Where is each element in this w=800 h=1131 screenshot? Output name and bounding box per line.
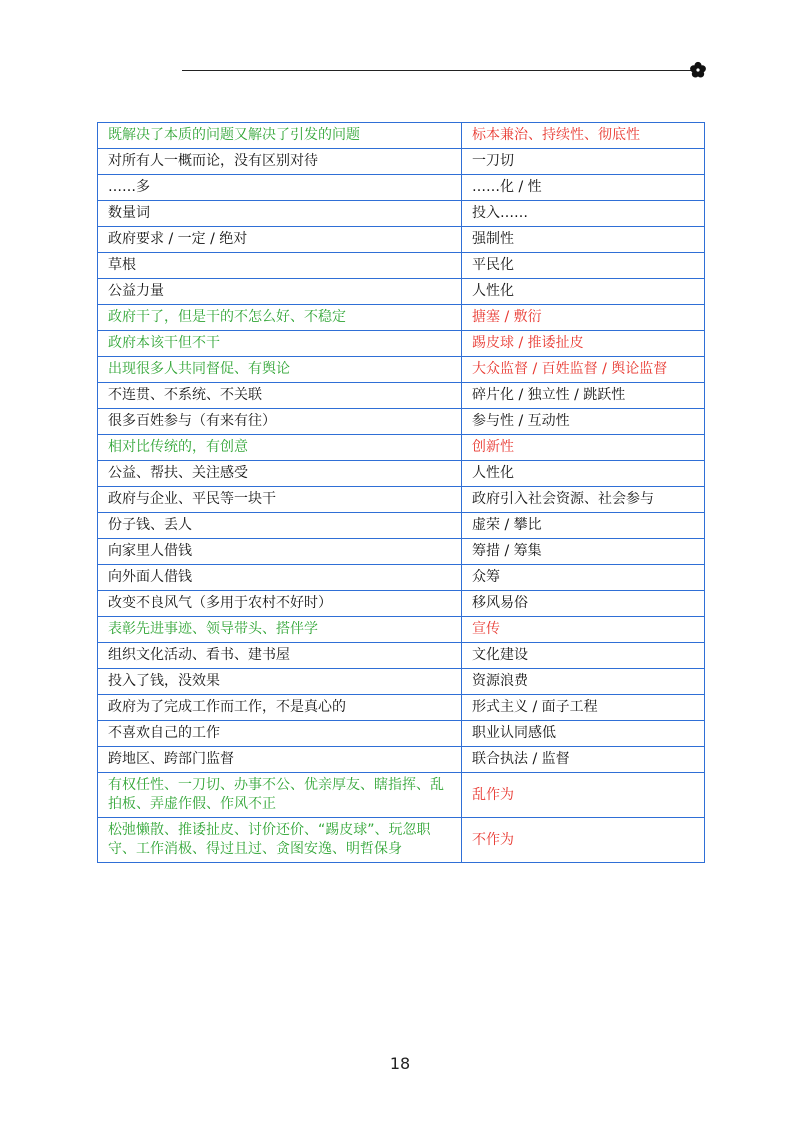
table-cell-description: 政府与企业、平民等一块干 (98, 487, 462, 513)
table-row (98, 331, 705, 357)
table-cell-description: 政府本该干但不干 (98, 331, 462, 357)
table-cell-term: ……化 / 性 (462, 175, 705, 201)
table-row (98, 565, 705, 591)
table-cell-term: 人性化 (462, 461, 705, 487)
table-cell-term: 宣传 (462, 617, 705, 643)
table-cell-description: 对所有人一概而论，没有区别对待 (98, 149, 462, 175)
table-cell-description: 向外面人借钱 (98, 565, 462, 591)
table-cell-description: 出现很多人共同督促、有舆论 (98, 357, 462, 383)
table-cell-description: 跨地区、跨部门监督 (98, 747, 462, 773)
table-row (98, 409, 705, 435)
table-cell-description: ……多 (98, 175, 462, 201)
table-row (98, 539, 705, 565)
table-row (98, 773, 705, 818)
table-cell-description: 组织文化活动、看书、建书屋 (98, 643, 462, 669)
page-number: 18 (389, 1054, 411, 1073)
table-row (98, 643, 705, 669)
table-row (98, 357, 705, 383)
table-cell-term: 人性化 (462, 279, 705, 305)
table-cell-description: 投入了钱，没效果 (98, 669, 462, 695)
table-row (98, 253, 705, 279)
table-cell-term: 资源浪费 (462, 669, 705, 695)
table-cell-term: 联合执法 / 监督 (462, 747, 705, 773)
table-cell-term: 移风易俗 (462, 591, 705, 617)
table-row (98, 487, 705, 513)
table-row (98, 383, 705, 409)
table-cell-term: 形式主义 / 面子工程 (462, 695, 705, 721)
table-row (98, 818, 705, 863)
table-row (98, 175, 705, 201)
table-cell-description: 改变不良风气（多用于农村不好时） (98, 591, 462, 617)
table-cell-term: 碎片化 / 独立性 / 跳跃性 (462, 383, 705, 409)
table-cell-term: 创新性 (462, 435, 705, 461)
table-cell-description: 有权任性、一刀切、办事不公、优亲厚友、瞎指挥、乱拍板、弄虚作假、作风不正 (98, 773, 462, 818)
table-cell-term: 不作为 (462, 818, 705, 863)
table-cell-term: 职业认同感低 (462, 721, 705, 747)
table-cell-description: 公益、帮扶、关注感受 (98, 461, 462, 487)
table-cell-description: 表彰先进事迹、领导带头、搭伴学 (98, 617, 462, 643)
table-row (98, 747, 705, 773)
table-row (98, 513, 705, 539)
table-row (98, 279, 705, 305)
table-row (98, 123, 705, 149)
table-row (98, 227, 705, 253)
table-cell-description: 很多百姓参与（有来有往） (98, 409, 462, 435)
table-cell-description: 政府为了完成工作而工作，不是真心的 (98, 695, 462, 721)
table-row (98, 201, 705, 227)
table-cell-description: 相对比传统的，有创意 (98, 435, 462, 461)
table-cell-term: 强制性 (462, 227, 705, 253)
table-cell-term: 一刀切 (462, 149, 705, 175)
flower-ornament-icon (689, 61, 707, 79)
table-row (98, 149, 705, 175)
table-cell-description: 数量词 (98, 201, 462, 227)
table-row (98, 695, 705, 721)
table-cell-term: 筹措 / 筹集 (462, 539, 705, 565)
table-cell-description: 份子钱、丢人 (98, 513, 462, 539)
table-row (98, 435, 705, 461)
table-cell-description: 不喜欢自己的工作 (98, 721, 462, 747)
table-cell-term: 踢皮球 / 推诿扯皮 (462, 331, 705, 357)
table-cell-description: 政府干了，但是干的不怎么好、不稳定 (98, 305, 462, 331)
table-cell-description: 公益力量 (98, 279, 462, 305)
table-cell-description: 既解决了本质的问题又解决了引发的问题 (98, 123, 462, 149)
table-cell-description: 向家里人借钱 (98, 539, 462, 565)
header-rule (182, 70, 692, 71)
table-cell-term: 标本兼治、持续性、彻底性 (462, 123, 705, 149)
table-row (98, 591, 705, 617)
table-cell-description: 草根 (98, 253, 462, 279)
table-cell-term: 政府引入社会资源、社会参与 (462, 487, 705, 513)
table-row (98, 669, 705, 695)
table-row (98, 461, 705, 487)
table-cell-description: 不连贯、不系统、不关联 (98, 383, 462, 409)
table-cell-term: 平民化 (462, 253, 705, 279)
table-cell-term: 大众监督 / 百姓监督 / 舆论监督 (462, 357, 705, 383)
table-cell-term: 众筹 (462, 565, 705, 591)
table-row (98, 305, 705, 331)
table-cell-description: 政府要求 / 一定 / 绝对 (98, 227, 462, 253)
table-cell-description: 松弛懒散、推诿扯皮、讨价还价、“踢皮球”、玩忽职守、工作消极、得过且过、贪图安逸、明哲保身 (98, 818, 462, 863)
table-row (98, 617, 705, 643)
table-row (98, 721, 705, 747)
table-cell-term: 参与性 / 互动性 (462, 409, 705, 435)
table-cell-term: 虚荣 / 攀比 (462, 513, 705, 539)
table-cell-term: 搪塞 / 敷衍 (462, 305, 705, 331)
table-cell-term: 文化建设 (462, 643, 705, 669)
table-cell-term: 乱作为 (462, 773, 705, 818)
table-cell-term: 投入…… (462, 201, 705, 227)
vocabulary-table (97, 122, 705, 863)
